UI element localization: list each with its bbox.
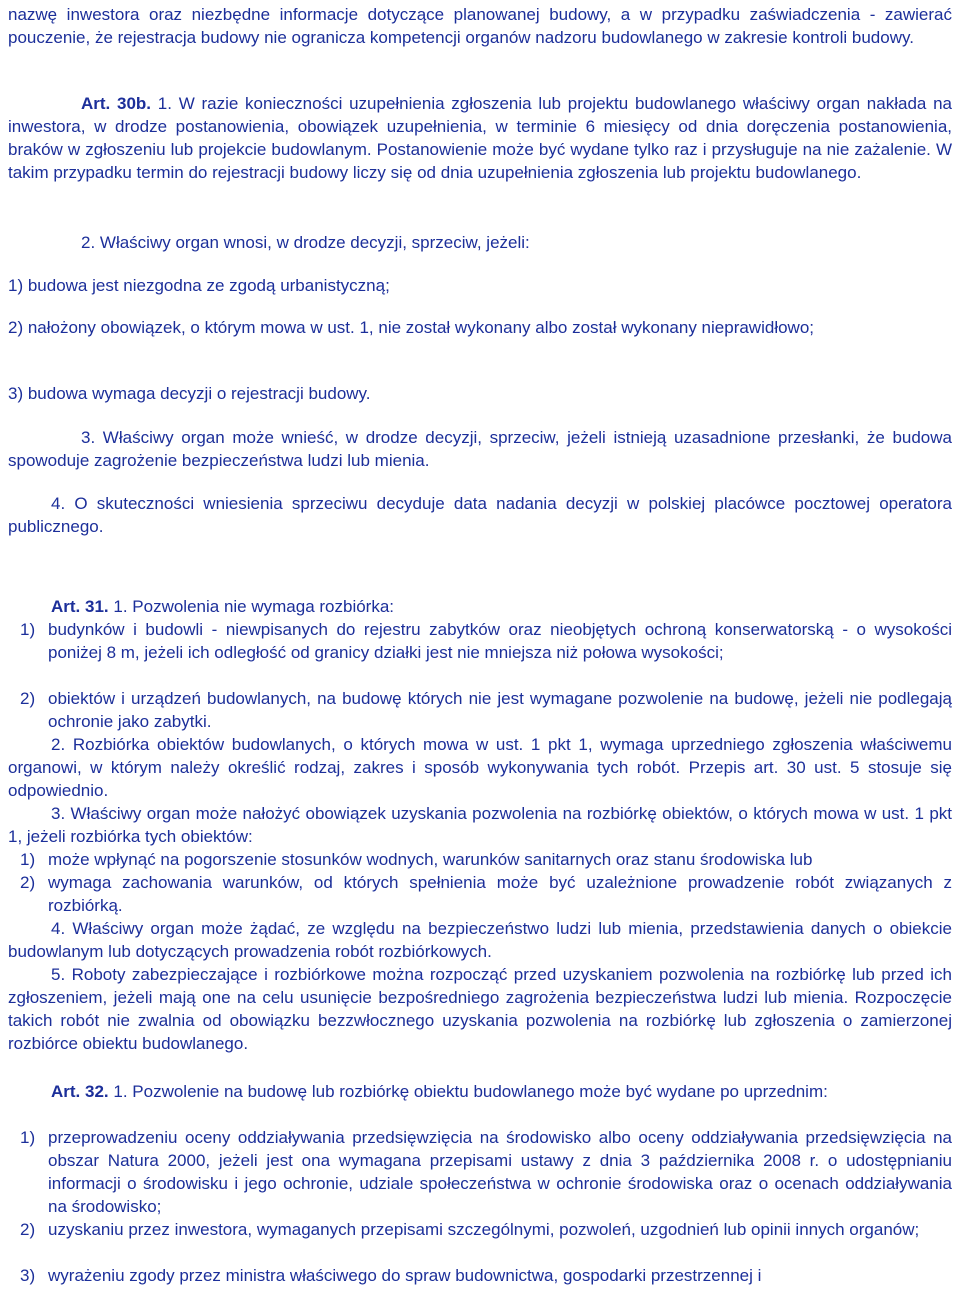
item-number: 2) [20,873,36,892]
item-text: obiektów i urządzeń budowlanych, na budowę których nie jest wymagane pozwolenie na budowę, jeżeli nie podlegają ochronie jako zabytki. [48,689,952,731]
art31-p1-lead-text: 1. Pozwolenia nie wymaga rozbiórka: [113,597,395,616]
art32-heading: Art. 32. [51,1082,109,1101]
art31-paragraph-1-lead [8,595,952,618]
item-number: 2) [20,689,36,708]
art30b-p1-number: 1. [157,94,172,113]
item-number: 1) [20,1128,36,1147]
art30b-item-1: 1) budowa jest niezgodna ze zgodą urbanistyczną; [8,276,390,295]
art31-paragraph-3: 3. Właściwy organ może nałożyć obowiązek uzyskania pozwolenia na rozbiórkę obiektów, o których mowa w ust. 1 pkt 1, jeżeli rozbiórka tych obiektów: [8,804,952,846]
art30b-item-3: 3) budowa wymaga decyzji o rejestracji budowy. [8,384,371,403]
art31-paragraph-2: 2. Rozbiórka obiektów budowlanych, o których mowa w ust. 1 pkt 1, wymaga uprzedniego zgłoszenia właściwemu organowi, w którym należy określić rodzaj, zakres i sposób wykonywania tych robót. Przepis art. 30 ust. 5 stosuje się odpowiednio. [8,735,952,800]
art31-paragraph-4: 4. Właściwy organ może żądać, ze względu na bezpieczeństwo ludzi lub mienia, przedstawienia danych o obiekcie budowlanym lub dotyczących prowadzenia robót rozbiórkowych. [8,919,952,961]
art32-p1-lead-text: 1. Pozwolenie na budowę lub rozbiórkę obiektu budowlanego może być wydane po uprzednim: [113,1082,828,1101]
art30b-paragraph-2: 2. Właściwy organ wnosi, w drodze decyzji, sprzeciw, jeżeli: [81,233,530,252]
art31-p3-item-2 [20,871,952,917]
item-text: wymaga zachowania warunków, od których spełnienia może być uzależnione prowadzenie robót związanych z rozbiórką. [48,873,952,915]
art30b-paragraph-1 [8,92,952,184]
art30b-heading: Art. 30b. [81,94,152,113]
item-number: 3) [20,1266,36,1285]
art30b-item-2: 2) nałożony obowiązek, o którym mowa w ust. 1, nie został wykonany albo został wykonany nieprawidłowo; [8,318,815,337]
item-text: może wpłynąć na pogorszenie stosunków wodnych, warunków sanitarnych oraz stanu środowiska lub [48,850,813,869]
art32-paragraph-1-lead [8,1080,952,1103]
item-number: 2) [20,1220,36,1239]
item-number: 1) [20,850,36,869]
art30b-paragraph-4: 4. O skuteczności wniesienia sprzeciwu decyduje data nadania decyzji w polskiej placówce pocztowej operatora publicznego. [8,494,952,536]
art31-p3-item-1 [20,848,952,871]
item-text: wyrażeniu zgody przez ministra właściwego do spraw budownictwa, gospodarki przestrzennej i [48,1266,762,1285]
item-text: przeprowadzeniu oceny oddziaływania przedsięwzięcia na środowisko albo oceny oddziaływania przedsięwzięcia na obszar Natura 2000, jeżeli jest ona wymagana przepisami ustawy z dnia 3 października 2008 r. o udostępnianiu informacji o środowisku i jego ochronie, udziale społeczeństwa w ochronie środowiska oraz o ocenach oddziaływania na środowisko; [48,1128,952,1216]
art31-heading: Art. 31. [51,597,109,616]
item-text: budynków i budowli - niewpisanych do rejestru zabytków oraz nieobjętych ochroną konserwatorską - o wysokości poniżej 8 m, jeżeli ich odległość od granicy działki jest nie mniejsza niż połowa wysokości; [48,620,952,662]
art31-p1-item-1 [20,618,952,664]
art30b-paragraph-3: 3. Właściwy organ może wnieść, w drodze decyzji, sprzeciw, jeżeli istnieją uzasadnione przesłanki, że budowa spowoduje zagrożenie bezpieczeństwa ludzi lub mienia. [8,428,952,470]
item-text: uzyskaniu przez inwestora, wymaganych przepisami szczególnymi, pozwoleń, uzgodnień lub opinii innych organów; [48,1220,920,1239]
art32-p1-item-3 [20,1264,952,1287]
art30b-p1-text: W razie konieczności uzupełnienia zgłoszenia lub projektu budowlanego właściwy organ nakłada na inwestora, w drodze postanowienia, obowiązek uzupełnienia, w terminie 6 miesięcy od dnia doręczenia postanowienia, braków w zgłoszeniu lub projekcie budowlanym. Postanowienie może być wydane tylko raz i przysługuje na nie zażalenie. W takim przypadku termin do rejestracji budowy liczy się od dnia uzupełnienia zgłoszenia lub projektu budowlanego. [8,94,952,182]
item-number: 1) [20,620,36,639]
art31-paragraph-5: 5. Roboty zabezpieczające i rozbiórkowe można rozpocząć przed uzyskaniem pozwolenia na rozbiórkę lub przed ich zgłoszeniem, jeżeli mają one na celu usunięcie bezpośredniego zagrożenia bezpieczeństwa ludzi lub mienia. Rozpoczęcie takich robót nie zwalnia od obowiązku bezzwłocznego uzyskania pozwolenia na rozbiórkę lub zgłoszenia o zamierzonej rozbiórce obiektu budowlanego. [8,965,952,1053]
art32-p1-item-1 [20,1126,952,1218]
art32-p1-item-2 [20,1218,952,1241]
art31-p1-item-2 [20,687,952,733]
intro-paragraph: nazwę inwestora oraz niezbędne informacje dotyczące planowanej budowy, a w przypadku zaświadczenia - zawierać pouczenie, że rejestracja budowy nie ogranicza kompetencji organów nadzoru budowlanego w zakresie kontroli budowy. [8,5,952,47]
